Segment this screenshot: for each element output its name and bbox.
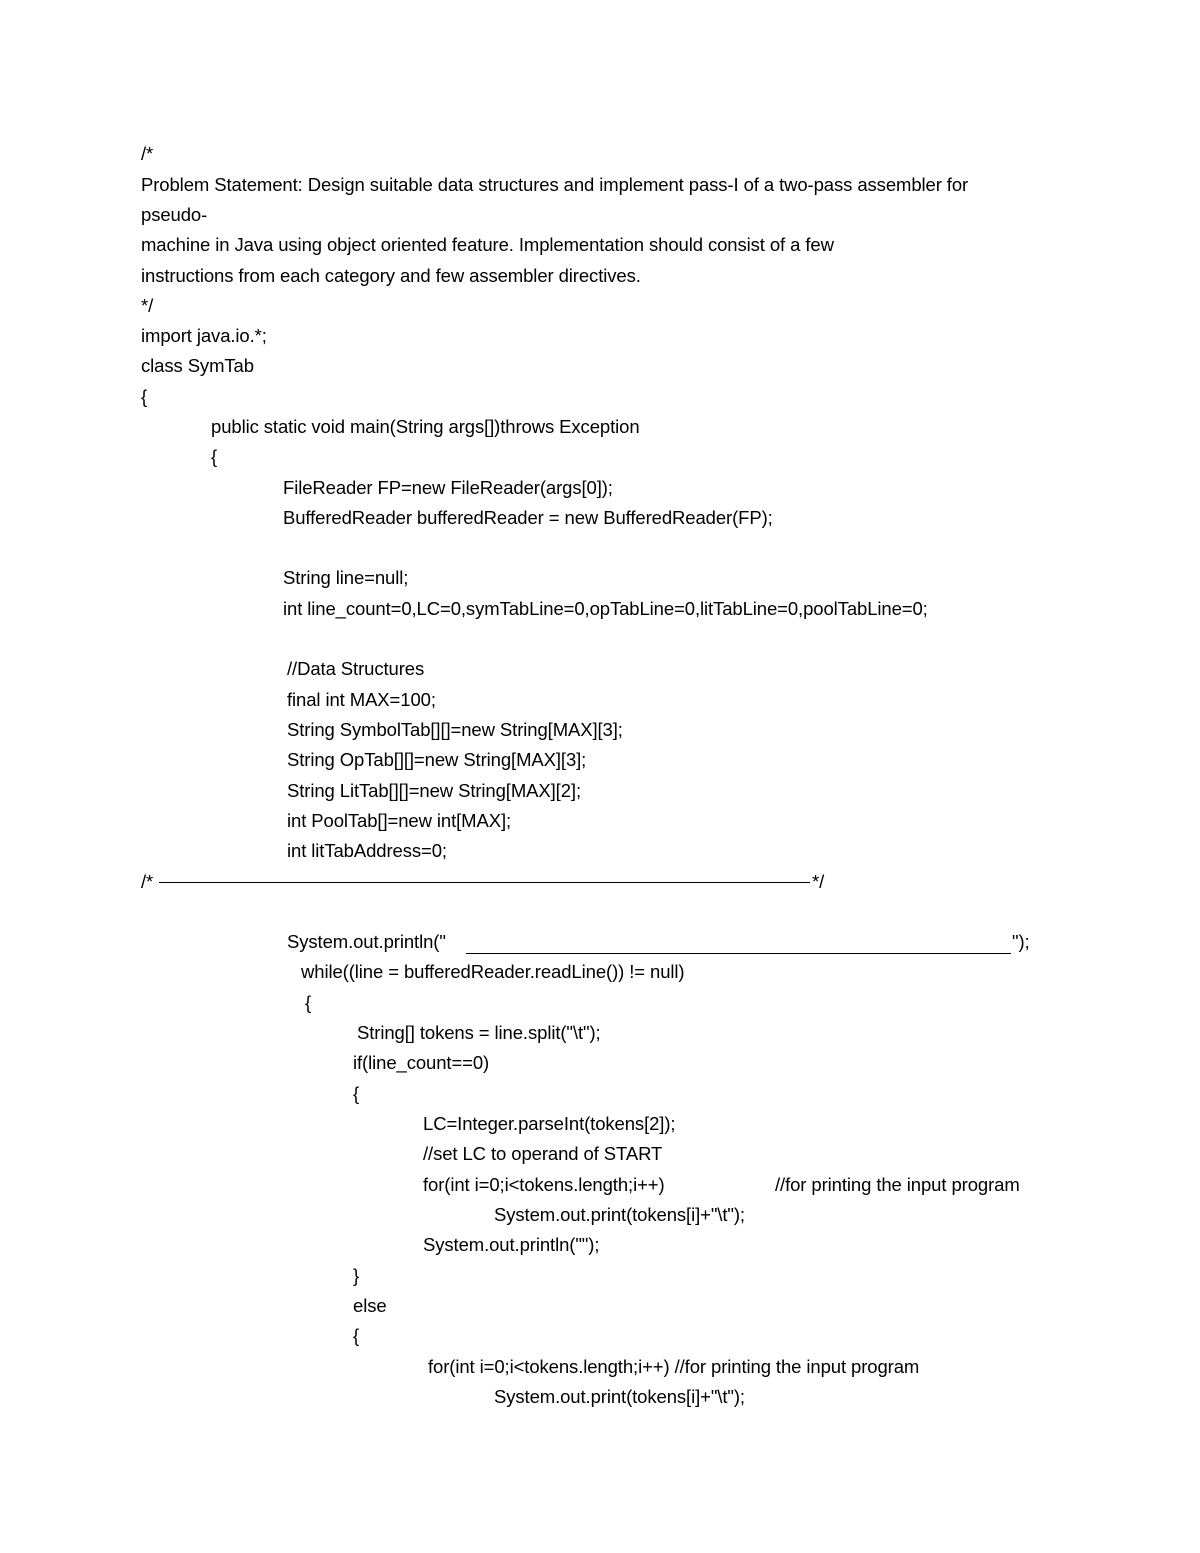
comment-open: /* <box>141 143 154 164</box>
problem-statement-line-2: pseudo- <box>141 204 208 225</box>
code-line: final int MAX=100; <box>287 689 436 710</box>
class-declaration: class SymTab <box>141 355 254 376</box>
code-line: FileReader FP=new FileReader(args[0]); <box>283 477 613 498</box>
problem-statement-line-1: Problem Statement: Design suitable data structures and implement pass-I of a two-pass assembler for <box>141 174 969 195</box>
code-comment: //set LC to operand of START <box>423 1143 663 1164</box>
separator-rule <box>159 882 810 883</box>
code-line: BufferedReader bufferedReader = new BufferedReader(FP); <box>283 507 773 528</box>
code-line: for(int i=0;i<tokens.length;i++) //for printing the input program <box>428 1356 920 1377</box>
code-comment: //for printing the input program <box>775 1174 1020 1195</box>
code-line: int line_count=0,LC=0,symTabLine=0,opTabLine=0,litTabLine=0,poolTabLine=0; <box>283 598 928 619</box>
code-comment: //Data Structures <box>287 658 425 679</box>
code-line: System.out.println(""); <box>423 1234 600 1255</box>
separator-comment-open: /* <box>141 871 154 892</box>
code-line: String OpTab[][]=new String[MAX][3]; <box>287 749 587 770</box>
problem-statement-line-4: instructions from each category and few assembler directives. <box>141 265 641 286</box>
import-statement: import java.io.*; <box>141 325 267 346</box>
println-underline <box>466 953 1011 954</box>
main-method-signature: public static void main(String args[])throws Exception <box>211 416 640 437</box>
code-line: LC=Integer.parseInt(tokens[2]); <box>423 1113 676 1134</box>
code-line: String LitTab[][]=new String[MAX][2]; <box>287 780 581 801</box>
code-line: String line=null; <box>283 567 409 588</box>
code-line: for(int i=0;i<tokens.length;i++) <box>423 1174 665 1195</box>
comment-close: */ <box>141 295 154 316</box>
main-open-brace: { <box>211 446 218 467</box>
if-open-brace: { <box>353 1083 360 1104</box>
code-line: int litTabAddress=0; <box>287 840 447 861</box>
else-keyword: else <box>353 1295 387 1316</box>
code-line: String[] tokens = line.split("\t"); <box>357 1022 601 1043</box>
while-open-brace: { <box>305 992 312 1013</box>
else-open-brace: { <box>353 1325 360 1346</box>
code-line: String SymbolTab[][]=new String[MAX][3]; <box>287 719 623 740</box>
code-line: int PoolTab[]=new int[MAX]; <box>287 810 512 831</box>
println-open: System.out.println(" <box>287 931 446 952</box>
code-line: if(line_count==0) <box>353 1052 490 1073</box>
code-line: System.out.print(tokens[i]+"\t"); <box>494 1204 745 1225</box>
while-loop: while((line = bufferedReader.readLine()) != null) <box>301 961 685 982</box>
if-close-brace: } <box>353 1265 360 1286</box>
separator-comment-close: */ <box>812 871 825 892</box>
problem-statement-line-3: machine in Java using object oriented feature. Implementation should consist of a few <box>141 234 834 255</box>
println-close: "); <box>1012 931 1030 952</box>
class-open-brace: { <box>141 386 148 407</box>
code-line: System.out.print(tokens[i]+"\t"); <box>494 1386 745 1407</box>
